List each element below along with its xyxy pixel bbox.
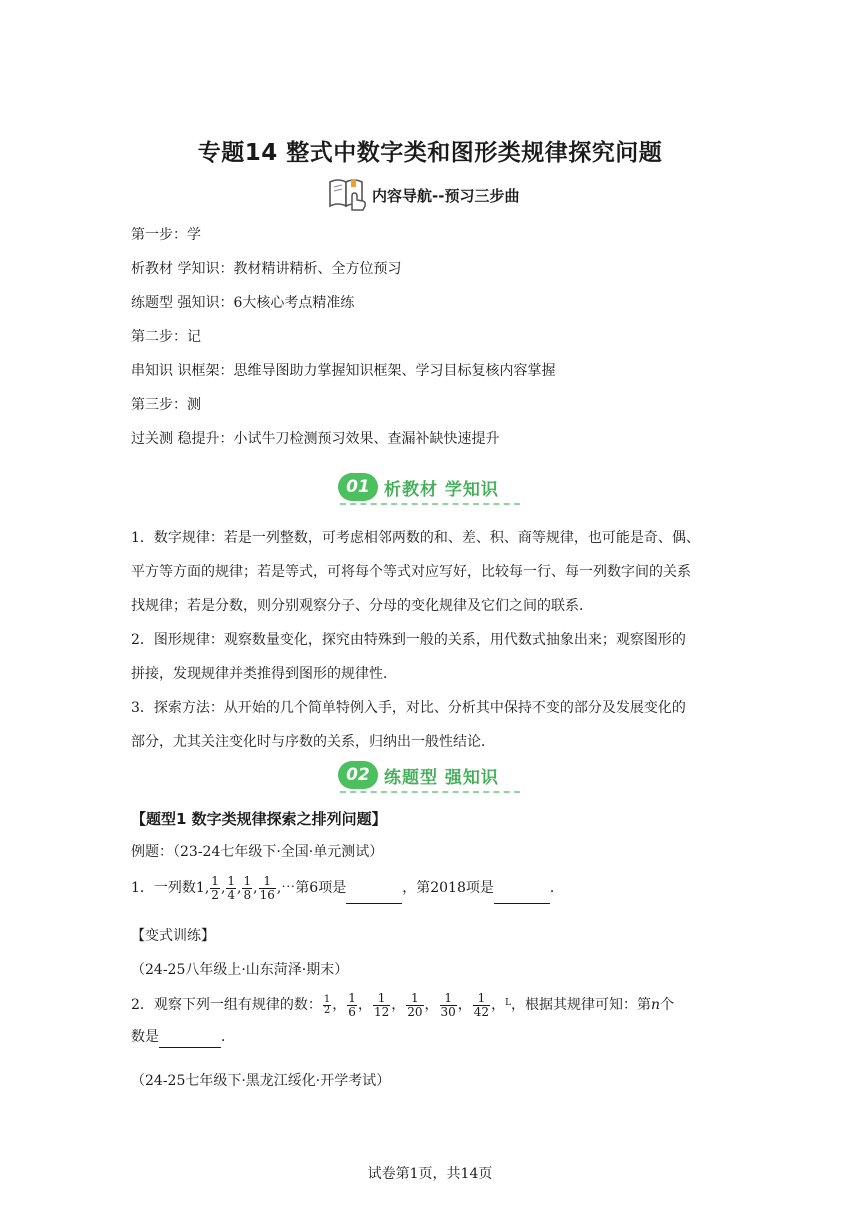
section-header-1 (338, 473, 520, 505)
step-line: 第三步：测 (131, 397, 201, 413)
page-title: 专题14 整式中数字类和图形类规律探究问题 (197, 140, 663, 166)
answer-blank (346, 873, 402, 904)
question-2-cont: 数是 ． (131, 1027, 235, 1048)
section-number: 01 (338, 473, 378, 501)
answer-blank (494, 873, 550, 904)
section-label: 练题型 强知识 (384, 767, 499, 788)
step-line: 第一步：学 (131, 227, 201, 243)
question-source: （24-25七年级下·黑龙江绥化·开学考试） (131, 1073, 391, 1089)
fraction: $\frac{1}{30}$ (440, 990, 456, 1019)
fraction: $\frac{1}{2}$ (323, 993, 331, 1016)
example-source: 例题：（23-24七年级下·全国·单元测试） (131, 844, 384, 860)
step-line: 练题型 强知识：6大核心考点精准练 (131, 295, 355, 311)
answer-blank (159, 1027, 221, 1048)
question-1: 1．一列数1, $\frac{1}{2}$ , $\frac{1}{4}$ , $\frac{1}{8}$ , $\frac{1}{16}$ ,⋯第6项是 ，第2018项是 ． (131, 873, 564, 904)
page-footer: 试卷第1页，共14页 (367, 1166, 493, 1182)
content-nav (326, 176, 519, 212)
book-hand-icon (326, 176, 370, 212)
knowledge-point-1: 1．数字规律：若是一列整数，可考虑相邻两数的和、差、积、商等规律，也可能是奇、偶、 平方等方面的规律；若是等式，可将每个等式对应写好，比较每一行、每一列数字间的关系 找规律；若是分数，则分别观察分子、分母的变化规律及它们之间的联系． (131, 530, 700, 614)
section-header-2 (338, 761, 520, 793)
type-heading: 【题型1 数字类规律探索之排列问题】 (131, 810, 387, 828)
question-2: 2．观察下列一组有规律的数： $\frac{1}{2}$ ， $\frac{1}{6}$ ， $\frac{1}{12}$ ， $\frac{1}{20}$ ， $\frac{1}{30}$ ， $\frac{1}{42}$ ，$^L$，根据其规律可知：第n个 (131, 990, 675, 1019)
fraction: $\frac{1}{4}$ (227, 873, 236, 902)
step-line: 串知识 识框架：思维导图助力掌握知识框架、学习目标复核内容掌握 (131, 363, 556, 379)
variant-label: 【变式训练】 (131, 928, 215, 944)
fraction: $\frac{1}{42}$ (473, 990, 490, 1019)
step-line: 第二步：记 (131, 329, 201, 345)
fraction: $\frac{1}{2}$ (211, 873, 219, 902)
section-label: 析教材 学知识 (384, 479, 499, 500)
fraction: $\frac{1}{8}$ (243, 873, 252, 902)
knowledge-point-2: 2．图形规律：观察数量变化，探究由特殊到一般的关系，用代数式抽象出来；观察图形的 拼接，发现规律并类推得到图形的规律性． (131, 632, 686, 682)
fraction: $\frac{1}{16}$ (259, 873, 275, 902)
nav-label: 内容导航--预习三步曲 (372, 186, 520, 205)
knowledge-point-3: 3．探索方法：从开始的几个简单特例入手，对比、分析其中保持不变的部分及发展变化的 部分，尤其关注变化时与序数的关系，归纳出一般性结论． (131, 700, 686, 750)
fraction: $\frac{1}{20}$ (407, 990, 423, 1019)
section-number: 02 (338, 761, 378, 789)
fraction: $\frac{1}{6}$ (348, 990, 356, 1019)
step-line: 过关测 稳提升：小试牛刀检测预习效果、查漏补缺快速提升 (131, 431, 500, 447)
step-line: 析教材 学知识：教材精讲精析、全方位预习 (131, 261, 402, 277)
fraction: $\frac{1}{12}$ (373, 990, 390, 1019)
question-source: （24-25八年级上·山东菏泽·期末） (131, 962, 349, 978)
